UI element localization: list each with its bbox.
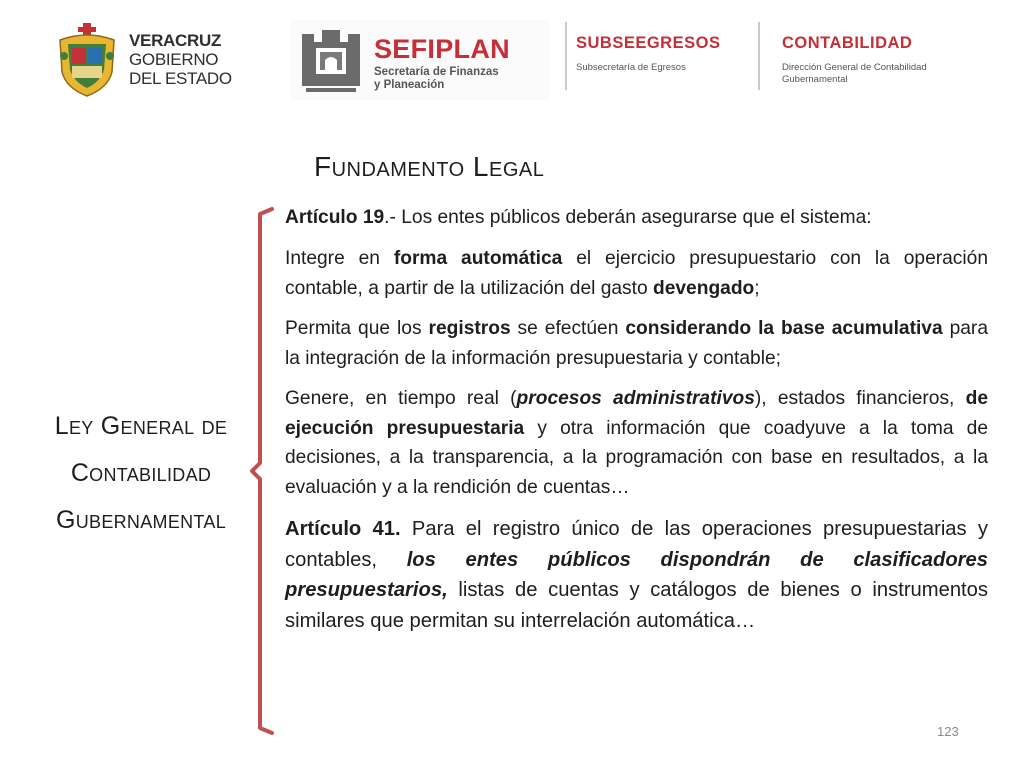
sefiplan-sub-line2: y Planeación	[374, 79, 445, 91]
veracruz-wordmark	[129, 31, 232, 88]
bold-run: forma automática	[393, 248, 563, 269]
bold-run: considerando la base acumulativa	[625, 318, 943, 339]
sefiplan-title: SEFIPLAN	[374, 34, 510, 64]
article-content	[285, 203, 988, 636]
text-run: Para el registro único de las operaciones presupuestarias y contables,	[285, 518, 989, 571]
text-run: Integre en	[285, 248, 394, 269]
paragraph-integre	[285, 244, 988, 303]
article-41-label: Artículo 41.	[285, 518, 401, 540]
text-run: para la integración de la información presupuestaria y contable;	[285, 318, 988, 369]
veracruz-line2: GOBIERNO	[129, 50, 219, 69]
sefiplan-logo	[290, 20, 550, 100]
text-run: Genere, en tiempo real (	[285, 388, 517, 409]
law-name-line3: Gubernamental	[55, 506, 227, 534]
paragraph-genere	[285, 384, 988, 502]
text-run: listas de cuentas y catálogos de bienes o instrumentos similares que permitan su interrelación automática…	[285, 579, 988, 632]
subseegresos-description: Subsecretaría de Egresos	[576, 62, 686, 73]
veracruz-government-logo	[54, 22, 244, 98]
text-run: y otra información que coadyuve a la toma de decisiones, a la transparencia, a la programación con base en resultados, a la evaluación y a la rendición de cuentas…	[285, 417, 989, 498]
header-divider	[565, 22, 567, 90]
veracruz-line3: DEL ESTADO	[129, 69, 232, 88]
contabilidad-desc-line2: Gubernamental	[782, 74, 848, 85]
bold-run: de ejecución presupuestaria	[285, 388, 988, 439]
text-run: el ejercicio presupuestario con la operación contable, a partir de la utilización del gasto	[285, 248, 989, 299]
law-name-line2: Contabilidad	[70, 459, 212, 487]
subseegresos-title: SUBSEEGRESOS	[576, 34, 721, 52]
text-run: ), estados financieros,	[754, 388, 966, 409]
contabilidad-desc-line1: Dirección General de Contabilidad	[782, 62, 927, 73]
bold-italic-run: procesos administrativos	[516, 388, 755, 409]
article-41	[285, 514, 988, 636]
veracruz-coat-of-arms-icon	[54, 22, 120, 98]
law-name	[28, 403, 254, 544]
paragraph-permita	[285, 314, 988, 373]
text-run: Permita que los	[285, 318, 429, 339]
header-divider	[758, 22, 760, 90]
page-number: 123	[937, 724, 959, 739]
veracruz-line1: VERACRUZ	[129, 31, 222, 50]
slide-title: Fundamento Legal	[314, 151, 545, 182]
article-19-label: Artículo 19	[285, 207, 385, 228]
sefiplan-subtitle	[374, 66, 499, 92]
law-name-line1: Ley General de	[54, 412, 228, 440]
contabilidad-title: CONTABILIDAD	[782, 34, 913, 52]
left-bracket-icon	[250, 205, 280, 737]
sefiplan-sub-line1: Secretaría de Finanzas	[374, 66, 499, 78]
bold-run: devengado	[652, 277, 755, 299]
bold-run: registros	[428, 318, 511, 339]
article-19-intro	[285, 203, 988, 233]
text-run: ;	[754, 277, 760, 299]
bold-italic-run: los entes públicos dispondrán de clasificadores presupuestarios,	[285, 548, 988, 601]
text-run: se efectúen	[510, 318, 626, 339]
article-19-text: .- Los entes públicos deberán asegurarse que el sistema:	[384, 207, 872, 228]
contabilidad-description	[782, 62, 927, 86]
sefiplan-castle-icon	[296, 26, 366, 96]
